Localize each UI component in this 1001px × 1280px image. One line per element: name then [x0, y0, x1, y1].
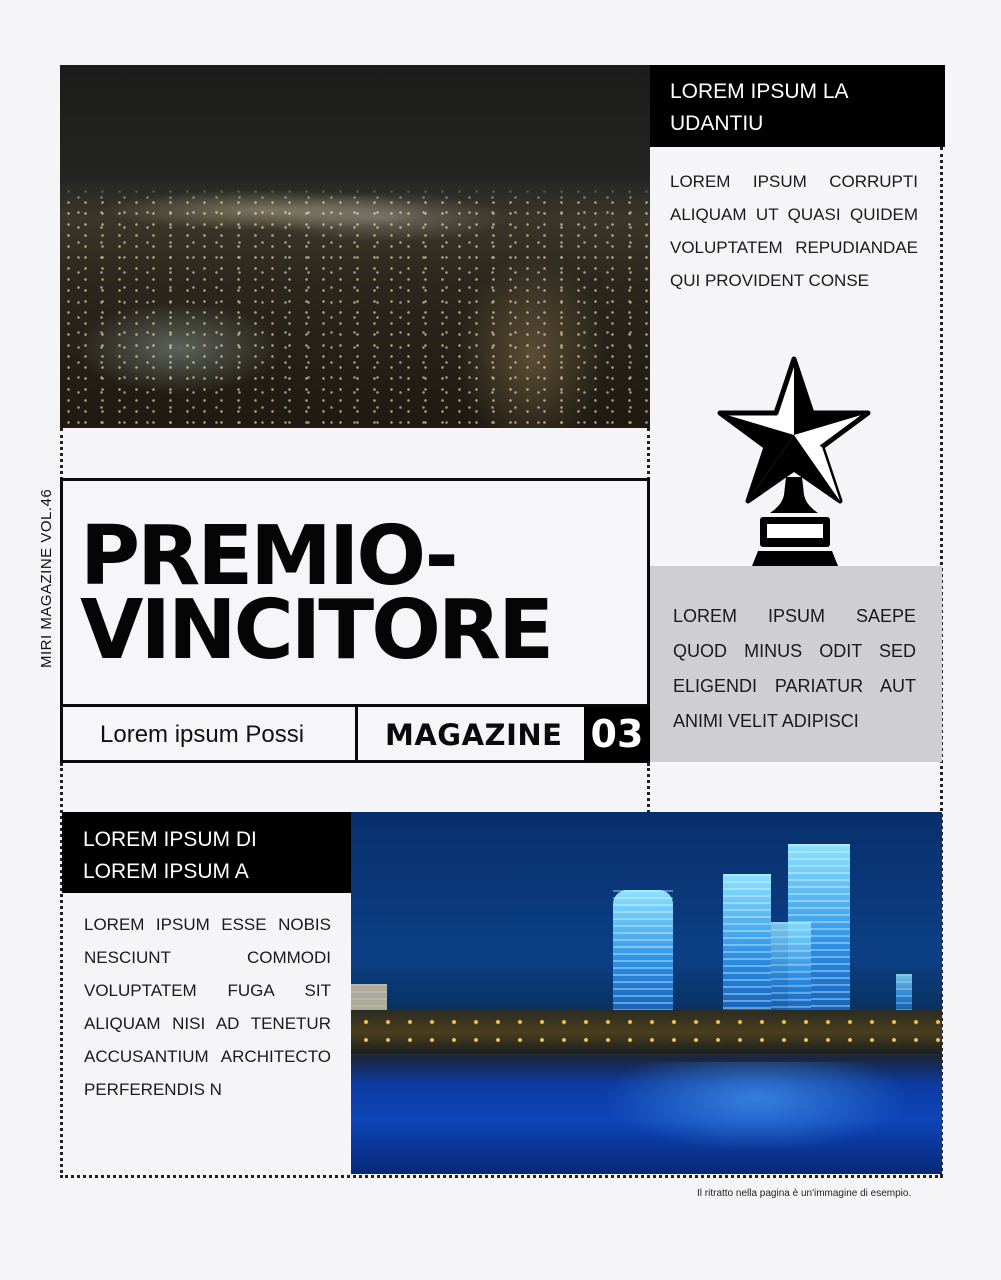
grey-text-box: LOREM IPSUM SAEPE QUOD MINUS ODIT SED ELIGENDI PARIATUR AUT ANIMI VELIT ADIPISCI — [650, 566, 942, 762]
side-volume-label: MIRI MAGAZINE VOL.46 — [38, 488, 55, 668]
issue-number: 03 — [584, 707, 650, 762]
dotted-divider-middle-top — [647, 428, 650, 480]
riverbank-lights — [351, 1010, 942, 1054]
star-trophy-icon — [714, 355, 874, 575]
dotted-border-left-top — [60, 428, 63, 480]
bottom-left-heading-box — [62, 812, 355, 893]
subtitle-divider — [355, 704, 358, 763]
top-right-body-text: LOREM IPSUM CORRUPTI ALIQUAM UT QUASI QUIDEM VOLUPTATEM REPUDIANDAE QUI PROVIDENT CONSE — [670, 172, 918, 290]
water-reflection — [601, 1062, 911, 1152]
top-right-heading: LOREM IPSUM LA UDANTIU — [670, 80, 848, 135]
main-title — [80, 509, 552, 678]
top-city-photo — [60, 65, 650, 428]
title-line-1: PREMIO- — [80, 509, 456, 604]
bottom-left-heading: LOREM IPSUM DI LOREM IPSUM A — [83, 828, 257, 883]
skyline-building — [771, 922, 811, 1014]
bottom-skyline-photo — [351, 812, 942, 1174]
title-line-2: VINCITORE — [80, 583, 552, 678]
magazine-label: MAGAZINE — [385, 718, 563, 752]
dotted-divider-middle-bottom — [647, 763, 650, 813]
skyline-building — [896, 974, 912, 1014]
subtitle: Lorem ipsum Possi — [100, 721, 305, 748]
city-lights — [60, 65, 650, 428]
dotted-border-bottom — [60, 1175, 943, 1178]
skyline-building — [723, 874, 771, 1014]
skyline-building — [613, 890, 673, 1012]
footnote: Il ritratto nella pagina è un'immagine di esempio. — [697, 1188, 912, 1199]
top-right-heading-box — [650, 65, 945, 147]
bottom-left-body-text: LOREM IPSUM ESSE NOBIS NESCIUNT COMMODI VOLUPTATEM FUGA SIT ALIQUAM NISI AD TENETUR ACCUSANTIUM ARCHITECTO PERFERENDIS N — [84, 915, 331, 1099]
